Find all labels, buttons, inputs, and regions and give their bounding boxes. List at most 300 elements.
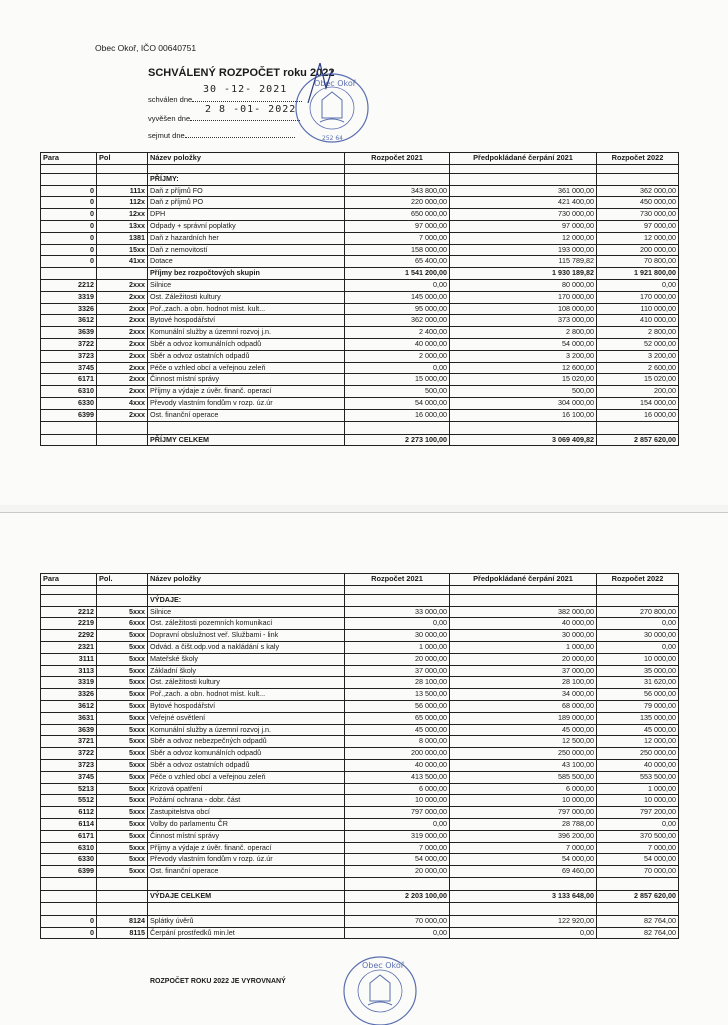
table-row xyxy=(41,409,679,421)
cell-pol: 112x xyxy=(97,197,148,209)
cell-budget-2022: 797 200,00 xyxy=(597,807,679,819)
cell-expected-2021: 28 100,00 xyxy=(450,677,597,689)
cell-expected-2021: 54 000,00 xyxy=(450,854,597,866)
stamp-text: Obec Okoř xyxy=(362,961,405,970)
cell-budget-2021: 0,00 xyxy=(345,279,450,291)
cell-budget-2022: 410 000,00 xyxy=(597,315,679,327)
cell-budget-2021: 145 000,00 xyxy=(345,291,450,303)
posted-line xyxy=(148,114,300,123)
cell-budget-2021: 343 800,00 xyxy=(345,185,450,197)
cell-para: 3745 xyxy=(41,362,97,374)
income-section-label: PŘÍJMY: xyxy=(148,173,345,185)
cell-para: 2292 xyxy=(41,630,97,642)
table-row xyxy=(41,866,679,878)
cell-para: 2219 xyxy=(41,618,97,630)
cell-expected-2021: 30 000,00 xyxy=(450,630,597,642)
cell-name: Odpady + správní poplatky xyxy=(148,220,345,232)
cell-expected-2021: 382 000,00 xyxy=(450,606,597,618)
cell-budget-2021: 2 400,00 xyxy=(345,327,450,339)
cell-budget-2021: 16 000,00 xyxy=(345,409,450,421)
cell-name: Krizová opatření xyxy=(148,783,345,795)
cell-pol: 1381 xyxy=(97,232,148,244)
cell-para: 0 xyxy=(41,256,97,268)
table-row xyxy=(41,606,679,618)
cell-para: 6171 xyxy=(41,374,97,386)
cell-budget-2021: 97 000,00 xyxy=(345,220,450,232)
table-row xyxy=(41,653,679,665)
posted-label: vyvěšen dne xyxy=(148,114,191,123)
cell-budget-2022: 10 000,00 xyxy=(597,653,679,665)
cell-pol: 2xxx xyxy=(97,327,148,339)
cell-pol: 5xxx xyxy=(97,783,148,795)
table-row xyxy=(41,724,679,736)
cell-name: Daň z hazardních her xyxy=(148,232,345,244)
table-row xyxy=(41,748,679,760)
cell-para: 6171 xyxy=(41,830,97,842)
col-expected-2021: Předpokládané čerpání 2021 xyxy=(450,574,597,586)
cell-para: 0 xyxy=(41,927,97,939)
cell-pol: 41xx xyxy=(97,256,148,268)
cell-para: 6399 xyxy=(41,409,97,421)
cell-budget-2022: 0,00 xyxy=(597,618,679,630)
cell-budget-2021: 54 000,00 xyxy=(345,397,450,409)
cell-name: Ost. záležitosti kultury xyxy=(148,677,345,689)
cell-name: Dopravní obslužnost veř. Službami - link xyxy=(148,630,345,642)
cell-budget-2022: 2 600,00 xyxy=(597,362,679,374)
cell-budget-2021: 0,00 xyxy=(345,818,450,830)
cell-para: 3631 xyxy=(41,712,97,724)
table-row xyxy=(41,771,679,783)
cell-pol: 6xxx xyxy=(97,618,148,630)
cell-expected-2021: 500,00 xyxy=(450,386,597,398)
cell-budget-2021: 30 000,00 xyxy=(345,630,450,642)
cell-budget-2022: 270 800,00 xyxy=(597,606,679,618)
cell-expected-2021: 3 133 648,00 xyxy=(450,890,597,902)
cell-budget-2021: 7 000,00 xyxy=(345,232,450,244)
approved-line xyxy=(148,95,302,104)
col-para: Para xyxy=(41,153,97,165)
cell-name: Volby do parlamentu ČR xyxy=(148,818,345,830)
col-budget-2021: Rozpočet 2021 xyxy=(345,574,450,586)
cell-pol: 5xxx xyxy=(97,866,148,878)
cell-expected-2021: 40 000,00 xyxy=(450,618,597,630)
cell-name: Ost. Záležitosti kultury xyxy=(148,291,345,303)
cell-budget-2022: 7 000,00 xyxy=(597,842,679,854)
col-budget-2022: Rozpočet 2022 xyxy=(597,153,679,165)
cell-para: 3723 xyxy=(41,350,97,362)
cell-pol: 5xxx xyxy=(97,736,148,748)
cell-expected-2021: 0,00 xyxy=(450,927,597,939)
table-row xyxy=(41,197,679,209)
cell-name: Sběr a odvoz ostatních odpadů xyxy=(148,350,345,362)
cell-expected-2021: 54 000,00 xyxy=(450,338,597,350)
cell-expected-2021: 3 200,00 xyxy=(450,350,597,362)
cell-para: 0 xyxy=(41,244,97,256)
cell-name: Splátky úvěrů xyxy=(148,915,345,927)
stamp-number: 252 64 xyxy=(322,135,343,142)
cell-budget-2021: 8 000,00 xyxy=(345,736,450,748)
income-table xyxy=(40,152,679,446)
table-row xyxy=(41,350,679,362)
table-row xyxy=(41,232,679,244)
table-row xyxy=(41,641,679,653)
cell-expected-2021: 1 930 189,82 xyxy=(450,268,597,280)
cell-budget-2021: 2 273 100,00 xyxy=(345,434,450,446)
cell-pol: 5xxx xyxy=(97,677,148,689)
blank-row xyxy=(41,877,679,890)
table-row xyxy=(41,338,679,350)
cell-budget-2022: 56 000,00 xyxy=(597,689,679,701)
col-budget-2022: Rozpočet 2022 xyxy=(597,574,679,586)
table-row xyxy=(41,818,679,830)
cell-budget-2021: 413 500,00 xyxy=(345,771,450,783)
cell-pol: 15xx xyxy=(97,244,148,256)
cell-budget-2022: 15 020,00 xyxy=(597,374,679,386)
table-row xyxy=(41,677,679,689)
cell-para: 3326 xyxy=(41,689,97,701)
cell-budget-2022: 0,00 xyxy=(597,279,679,291)
cell-pol: 4xxx xyxy=(97,397,148,409)
income-total-row xyxy=(41,434,679,446)
cell-expected-2021: 361 000,00 xyxy=(450,185,597,197)
table-row xyxy=(41,783,679,795)
cell-budget-2021: 70 000,00 xyxy=(345,915,450,927)
cell-expected-2021: 304 000,00 xyxy=(450,397,597,409)
cell-name: VÝDAJE CELKEM xyxy=(148,890,345,902)
income-header-row xyxy=(41,153,679,165)
cell-expected-2021: 108 000,00 xyxy=(450,303,597,315)
cell-expected-2021: 12 600,00 xyxy=(450,362,597,374)
table-row xyxy=(41,830,679,842)
cell-expected-2021: 7 000,00 xyxy=(450,842,597,854)
table-row xyxy=(41,630,679,642)
cell-budget-2021: 28 100,00 xyxy=(345,677,450,689)
cell-pol: 2xxx xyxy=(97,374,148,386)
cell-expected-2021: 68 000,00 xyxy=(450,700,597,712)
cell-pol: 2xxx xyxy=(97,338,148,350)
cell-budget-2022: 45 000,00 xyxy=(597,724,679,736)
cell-pol: 5xxx xyxy=(97,771,148,783)
cell-name: Poř.,zach. a obn. hodnot míst. kult... xyxy=(148,303,345,315)
cell-budget-2021: 7 000,00 xyxy=(345,842,450,854)
cell-name: Daň z příjmů PO xyxy=(148,197,345,209)
cell-expected-2021: 189 000,00 xyxy=(450,712,597,724)
cell-name: Činnost místní správy xyxy=(148,374,345,386)
cell-budget-2021: 500,00 xyxy=(345,386,450,398)
cell-budget-2022: 250 000,00 xyxy=(597,748,679,760)
cell-budget-2021: 158 000,00 xyxy=(345,244,450,256)
cell-budget-2021: 95 000,00 xyxy=(345,303,450,315)
cell-budget-2021: 797 000,00 xyxy=(345,807,450,819)
cell-pol: 2xxx xyxy=(97,386,148,398)
section-row xyxy=(41,173,679,185)
cell-pol: 5xxx xyxy=(97,854,148,866)
cell-name: Bytové hospodářství xyxy=(148,700,345,712)
table-row xyxy=(41,807,679,819)
cell-name: Veřejné osvětlení xyxy=(148,712,345,724)
cell-budget-2022: 1 921 800,00 xyxy=(597,268,679,280)
cell-budget-2022: 0,00 xyxy=(597,818,679,830)
cell-para: 0 xyxy=(41,185,97,197)
cell-para: 3745 xyxy=(41,771,97,783)
cell-name: Příjmy a výdaje z úvěr. finanč. operací xyxy=(148,386,345,398)
cell-pol xyxy=(97,890,148,902)
financing-row xyxy=(41,927,679,939)
cell-para: 3639 xyxy=(41,724,97,736)
cell-name: Daň z příjmů FO xyxy=(148,185,345,197)
cell-expected-2021: 115 789,82 xyxy=(450,256,597,268)
cell-pol: 8115 xyxy=(97,927,148,939)
cell-para: 0 xyxy=(41,197,97,209)
cell-pol: 2xxx xyxy=(97,291,148,303)
removed-label: sejmut dne xyxy=(148,131,185,140)
cell-para: 3721 xyxy=(41,736,97,748)
cell-name: Odvád. a čišt.odp.vod a nakládání s kaly xyxy=(148,641,345,653)
cell-expected-2021: 34 000,00 xyxy=(450,689,597,701)
cell-para: 0 xyxy=(41,209,97,221)
cell-budget-2022: 97 000,00 xyxy=(597,220,679,232)
cell-para: 3319 xyxy=(41,291,97,303)
cell-para: 3723 xyxy=(41,759,97,771)
cell-pol: 5xxx xyxy=(97,807,148,819)
table-row xyxy=(41,795,679,807)
table-row xyxy=(41,700,679,712)
signature-icon xyxy=(300,58,340,108)
cell-budget-2022: 82 764,00 xyxy=(597,927,679,939)
cell-para: 6399 xyxy=(41,866,97,878)
cell-budget-2022: 2 857 620,00 xyxy=(597,890,679,902)
cell-name: Požární ochrana - dobr. část xyxy=(148,795,345,807)
cell-budget-2021: 200 000,00 xyxy=(345,748,450,760)
table-row xyxy=(41,854,679,866)
cell-name: Ost. finanční operace xyxy=(148,866,345,878)
cell-budget-2022: 70 800,00 xyxy=(597,256,679,268)
cell-pol: 5xxx xyxy=(97,818,148,830)
cell-para: 0 xyxy=(41,232,97,244)
cell-budget-2022: 16 000,00 xyxy=(597,409,679,421)
cell-budget-2021: 33 000,00 xyxy=(345,606,450,618)
col-name: Název položky xyxy=(148,574,345,586)
table-row xyxy=(41,712,679,724)
cell-budget-2021: 40 000,00 xyxy=(345,338,450,350)
cell-budget-2022: 110 000,00 xyxy=(597,303,679,315)
cell-para: 6330 xyxy=(41,854,97,866)
cell-pol: 5xxx xyxy=(97,641,148,653)
col-pol: Pol xyxy=(97,153,148,165)
cell-pol: 5xxx xyxy=(97,665,148,677)
posted-date-handwritten: 2 8 -01- 2022 xyxy=(205,104,297,115)
cell-budget-2022: 79 000,00 xyxy=(597,700,679,712)
cell-para: 3612 xyxy=(41,700,97,712)
cell-name: Základní školy xyxy=(148,665,345,677)
cell-name: Sběr a odvoz komunálních odpadů xyxy=(148,338,345,350)
document-page-2 xyxy=(0,512,728,1025)
cell-para: 6330 xyxy=(41,397,97,409)
cell-budget-2021: 37 000,00 xyxy=(345,665,450,677)
cell-name: DPH xyxy=(148,209,345,221)
cell-name: Komunální služby a územní rozvoj j.n. xyxy=(148,327,345,339)
cell-budget-2021: 65 400,00 xyxy=(345,256,450,268)
col-name: Název položky xyxy=(148,153,345,165)
cell-para: 6310 xyxy=(41,842,97,854)
cell-name: Zastupitelstva obcí xyxy=(148,807,345,819)
cell-pol: 5xxx xyxy=(97,759,148,771)
cell-budget-2021: 40 000,00 xyxy=(345,759,450,771)
removed-line xyxy=(148,131,295,140)
cell-pol: 5xxx xyxy=(97,712,148,724)
cell-expected-2021: 97 000,00 xyxy=(450,220,597,232)
cell-para xyxy=(41,268,97,280)
cell-budget-2022: 2 800,00 xyxy=(597,327,679,339)
cell-budget-2021: 362 000,00 xyxy=(345,315,450,327)
cell-budget-2021: 220 000,00 xyxy=(345,197,450,209)
cell-name: Převody vlastním fondům v rozp. úz.úr xyxy=(148,854,345,866)
table-row xyxy=(41,185,679,197)
cell-budget-2021: 1 000,00 xyxy=(345,641,450,653)
cell-expected-2021: 43 100,00 xyxy=(450,759,597,771)
cell-budget-2022: 553 500,00 xyxy=(597,771,679,783)
table-row xyxy=(41,736,679,748)
cell-budget-2021: 1 541 200,00 xyxy=(345,268,450,280)
cell-budget-2021: 20 000,00 xyxy=(345,653,450,665)
cell-pol: 12xx xyxy=(97,209,148,221)
cell-budget-2021: 10 000,00 xyxy=(345,795,450,807)
table-row xyxy=(41,397,679,409)
cell-budget-2022: 10 000,00 xyxy=(597,795,679,807)
cell-pol: 5xxx xyxy=(97,795,148,807)
cell-expected-2021: 1 000,00 xyxy=(450,641,597,653)
cell-para: 5213 xyxy=(41,783,97,795)
cell-expected-2021: 12 500,00 xyxy=(450,736,597,748)
cell-pol: 5xxx xyxy=(97,748,148,760)
cell-name: Péče o vzhled obcí a veřejnou zeleň xyxy=(148,362,345,374)
cell-para: 5512 xyxy=(41,795,97,807)
cell-pol: 8124 xyxy=(97,915,148,927)
cell-expected-2021: 170 000,00 xyxy=(450,291,597,303)
cell-budget-2022: 135 000,00 xyxy=(597,712,679,724)
cell-expected-2021: 396 200,00 xyxy=(450,830,597,842)
cell-name: Sběr a odvoz nebezpečných odpadů xyxy=(148,736,345,748)
cell-expected-2021: 6 000,00 xyxy=(450,783,597,795)
table-row xyxy=(41,759,679,771)
cell-expected-2021: 28 788,00 xyxy=(450,818,597,830)
col-para: Para xyxy=(41,574,97,586)
cell-para: 0 xyxy=(41,220,97,232)
cell-para xyxy=(41,890,97,902)
cell-expected-2021: 250 000,00 xyxy=(450,748,597,760)
cell-expected-2021: 122 920,00 xyxy=(450,915,597,927)
cell-budget-2022: 1 000,00 xyxy=(597,783,679,795)
cell-expected-2021: 80 000,00 xyxy=(450,279,597,291)
blank-row xyxy=(41,421,679,434)
cell-expected-2021: 797 000,00 xyxy=(450,807,597,819)
table-row xyxy=(41,665,679,677)
col-budget-2021: Rozpočet 2021 xyxy=(345,153,450,165)
col-expected-2021: Předpokládané čerpání 2021 xyxy=(450,153,597,165)
expenses-section-label: VÝDAJE: xyxy=(148,594,345,606)
cell-para: 0 xyxy=(41,915,97,927)
cell-budget-2022: 154 000,00 xyxy=(597,397,679,409)
cell-name: Převody vlastním fondům v rozp. úz.úr xyxy=(148,397,345,409)
cell-expected-2021: 10 000,00 xyxy=(450,795,597,807)
cell-para: 3722 xyxy=(41,748,97,760)
cell-budget-2022: 82 764,00 xyxy=(597,915,679,927)
cell-budget-2022: 35 000,00 xyxy=(597,665,679,677)
table-row xyxy=(41,327,679,339)
cell-pol: 5xxx xyxy=(97,606,148,618)
cell-budget-2022: 730 000,00 xyxy=(597,209,679,221)
table-row xyxy=(41,291,679,303)
cell-budget-2022: 70 000,00 xyxy=(597,866,679,878)
cell-budget-2021: 20 000,00 xyxy=(345,866,450,878)
organization-name: Obec Okoř, IČO 00640751 xyxy=(95,43,197,53)
cell-budget-2022: 40 000,00 xyxy=(597,759,679,771)
cell-para: 6310 xyxy=(41,386,97,398)
cell-para: 3639 xyxy=(41,327,97,339)
cell-expected-2021: 421 400,00 xyxy=(450,197,597,209)
cell-budget-2021: 0,00 xyxy=(345,618,450,630)
cell-budget-2022: 200,00 xyxy=(597,386,679,398)
stamp-text: Obec Okoř xyxy=(314,79,357,88)
cell-budget-2022: 0,00 xyxy=(597,641,679,653)
cell-pol: 2xxx xyxy=(97,409,148,421)
cell-pol: 2xxx xyxy=(97,303,148,315)
cell-budget-2021: 650 000,00 xyxy=(345,209,450,221)
cell-para: 3111 xyxy=(41,653,97,665)
cell-name: Dotace xyxy=(148,256,345,268)
cell-name: Bytové hospodářství xyxy=(148,315,345,327)
cell-pol: 2xxx xyxy=(97,315,148,327)
cell-pol: 5xxx xyxy=(97,830,148,842)
cell-budget-2022: 200 000,00 xyxy=(597,244,679,256)
cell-expected-2021: 15 020,00 xyxy=(450,374,597,386)
cell-budget-2022: 12 000,00 xyxy=(597,736,679,748)
cell-expected-2021: 193 000,00 xyxy=(450,244,597,256)
cell-pol xyxy=(97,268,148,280)
cell-pol: 5xxx xyxy=(97,700,148,712)
col-pol: Pol. xyxy=(97,574,148,586)
cell-budget-2021: 6 000,00 xyxy=(345,783,450,795)
cell-pol xyxy=(97,434,148,446)
cell-expected-2021: 373 000,00 xyxy=(450,315,597,327)
cell-budget-2022: 450 000,00 xyxy=(597,197,679,209)
cell-expected-2021: 585 500,00 xyxy=(450,771,597,783)
cell-budget-2021: 0,00 xyxy=(345,927,450,939)
cell-name: Ost. finanční operace xyxy=(148,409,345,421)
cell-budget-2022: 54 000,00 xyxy=(597,854,679,866)
cell-para: 6114 xyxy=(41,818,97,830)
cell-budget-2022: 12 000,00 xyxy=(597,232,679,244)
cell-name: Sběr a odvoz ostatních odpadů xyxy=(148,759,345,771)
table-row xyxy=(41,220,679,232)
cell-name: Silnice xyxy=(148,279,345,291)
cell-name: Sběr a odvoz komunálních odpadů xyxy=(148,748,345,760)
cell-name: Poř.,zach. a obn. hodnot míst. kult... xyxy=(148,689,345,701)
expenses-total-row xyxy=(41,890,679,902)
cell-name: Čerpání prostředků min.let xyxy=(148,927,345,939)
cell-expected-2021: 20 000,00 xyxy=(450,653,597,665)
blank-row xyxy=(41,902,679,915)
cell-name: Příjmy bez rozpočtových skupin xyxy=(148,268,345,280)
cell-budget-2021: 2 000,00 xyxy=(345,350,450,362)
cell-expected-2021: 12 000,00 xyxy=(450,232,597,244)
table-row xyxy=(41,303,679,315)
table-row xyxy=(41,842,679,854)
cell-name: Příjmy a výdaje z úvěr. finanč. operací xyxy=(148,842,345,854)
cell-pol: 111x xyxy=(97,185,148,197)
cell-budget-2022: 370 500,00 xyxy=(597,830,679,842)
cell-expected-2021: 730 000,00 xyxy=(450,209,597,221)
